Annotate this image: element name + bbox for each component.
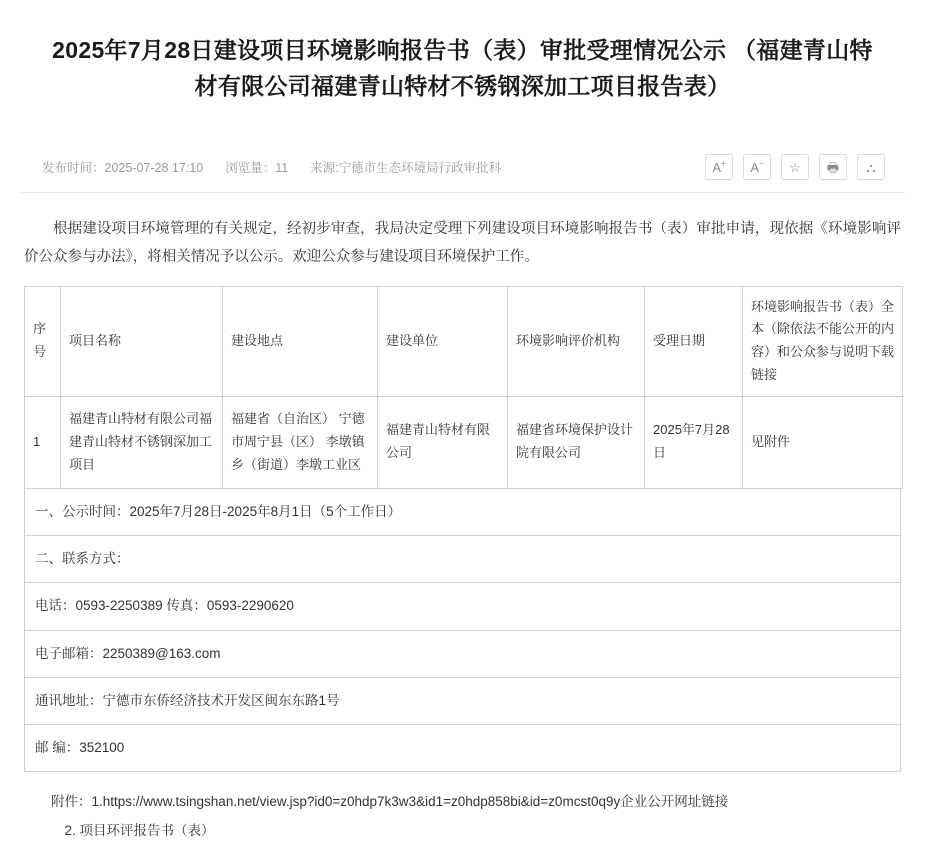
font-decrease-button[interactable] xyxy=(743,154,771,180)
intro-paragraph: 根据建设项目环境管理的有关规定，经初步审查，我局决定受理下列建设项目环境影响报告书（表）审批申请，现依据《环境影响评价公众参与办法》，将相关情况予以公示。欢迎公众参与建设项目环境保护工作。 xyxy=(24,221,901,266)
printer-icon: 🖶 xyxy=(826,159,840,175)
notice-publicity-period: 一、公示时间：2025年7月28日-2025年8月1日（5个工作日） xyxy=(35,503,402,519)
document-body xyxy=(0,193,925,772)
column-header-eia-org: 环境影响评价机构 xyxy=(508,286,645,396)
notice-contact-heading: 二、联系方式： xyxy=(25,535,900,582)
notice-email: 电子邮箱：2250389@163.com xyxy=(25,630,900,677)
table-body xyxy=(25,396,903,488)
share-icon: ⛬ xyxy=(866,159,876,175)
publish-time: 发布时间：2025-07-28 17:10 xyxy=(42,161,204,176)
column-header-no: 序号 xyxy=(25,286,61,396)
font-decrease-sup: − xyxy=(759,158,764,168)
cell-date: 2025年7月28日 xyxy=(645,396,743,488)
acceptance-table xyxy=(24,286,903,489)
notice-address: 通讯地址：宁德市东侨经济技术开发区闽东东路1号 xyxy=(25,677,900,724)
notice-phone-fax: 电话：0593-2250389 传真：0593-2290620 xyxy=(25,582,900,629)
source-label: 来源:宁德市生态环境局行政审批科 xyxy=(310,161,502,176)
column-header-download-link: 环境影响报告书（表）全本（除依法不能公开的内容）和公众参与说明下载链接 xyxy=(743,286,903,396)
cell-location: 福建省（自治区） 宁德市周宁县（区） 李墩镇乡（街道）李墩工业区 xyxy=(223,396,378,488)
title-section xyxy=(0,0,925,126)
attachment-item-2[interactable]: 2. 项目环评报告书（表） xyxy=(64,822,215,838)
table-header-row xyxy=(25,286,903,396)
attachment-item-1[interactable]: 附件：1.https://www.tsingshan.net/view.jsp?id0=z0hdp7k3w3&id1=z0hdp858bi&id=z0mcst0q9y企业公开网址链接 xyxy=(51,794,729,810)
column-header-unit: 建设单位 xyxy=(378,286,508,396)
cell-project-name: 福建青山特材有限公司福建青山特材不锈钢深加工项目 xyxy=(61,396,223,488)
cell-download-link: 见附件 xyxy=(743,396,903,488)
notice-section xyxy=(24,489,901,773)
column-header-project-name: 项目名称 xyxy=(61,286,223,396)
page-title: 2025年7月28日建设项目环境影响报告书（表）审批受理情况公示 （福建青山特材有限公司福建青山特材不锈钢深加工项目报告表） xyxy=(52,37,873,100)
table-row xyxy=(25,396,903,488)
print-button[interactable] xyxy=(819,154,847,180)
meta-bar xyxy=(20,140,905,193)
toolbar xyxy=(705,154,885,180)
meta-info-group xyxy=(42,158,501,176)
favorite-button[interactable] xyxy=(781,154,809,180)
font-increase-sup: + xyxy=(721,158,726,168)
cell-unit: 福建青山特材有限公司 xyxy=(378,396,508,488)
view-count: 浏览量：11 xyxy=(225,161,289,176)
column-header-location: 建设地点 xyxy=(223,286,378,396)
attachment-section xyxy=(0,772,925,853)
table-header xyxy=(25,286,903,396)
font-increase-button[interactable] xyxy=(705,154,733,180)
font-increase-label: A xyxy=(712,159,721,175)
notice-postcode: 邮 编：352100 xyxy=(25,724,900,771)
share-button[interactable] xyxy=(857,154,885,180)
cell-eia-org: 福建省环境保护设计院有限公司 xyxy=(508,396,645,488)
cell-no: 1 xyxy=(25,396,61,488)
font-decrease-label: A xyxy=(750,159,759,175)
star-icon: ☆ xyxy=(789,159,801,175)
column-header-date: 受理日期 xyxy=(645,286,743,396)
